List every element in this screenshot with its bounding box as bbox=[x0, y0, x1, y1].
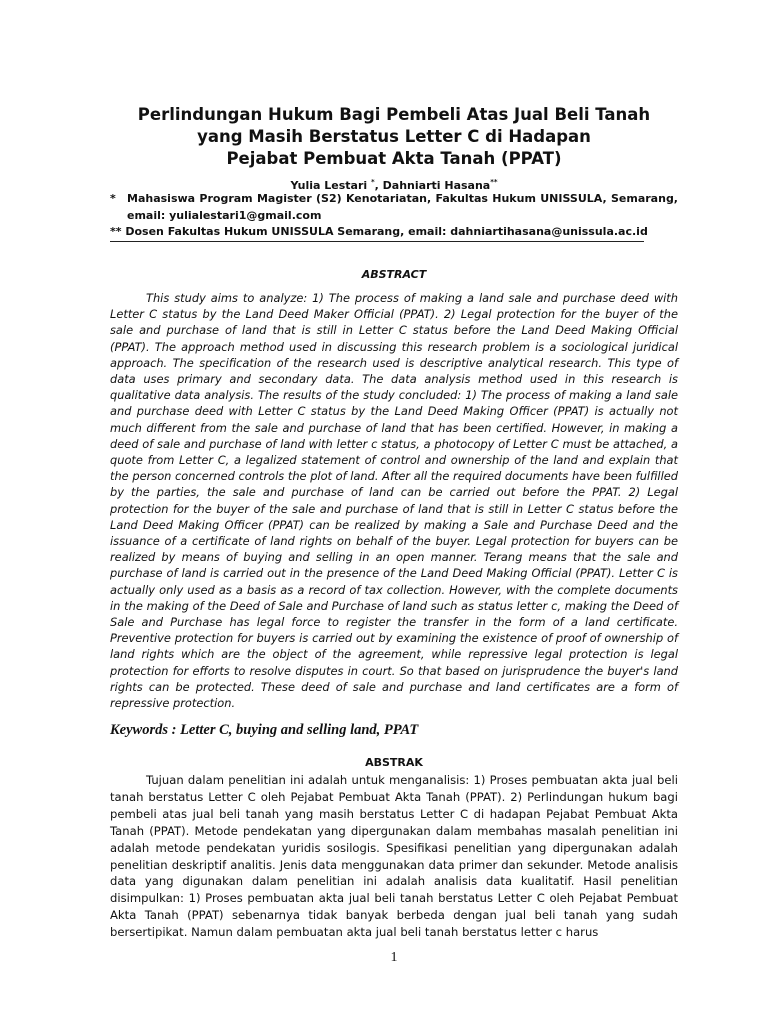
title-line-3: Pejabat Pembuat Akta Tanah (PPAT) bbox=[226, 149, 562, 168]
affiliation-1-mark: * bbox=[110, 192, 116, 205]
affiliation-1 bbox=[110, 190, 678, 224]
author-2: Dahniarti Hasana bbox=[382, 179, 491, 192]
header-divider bbox=[110, 241, 644, 242]
author-1: Yulia Lestari bbox=[290, 179, 368, 192]
title-line-1: Perlindungan Hukum Bagi Pembeli Atas Jual Beli Tanah bbox=[137, 105, 651, 124]
author-2-mark: ** bbox=[490, 178, 498, 186]
keywords: Keywords : Letter C, buying and selling land, PPAT bbox=[110, 722, 419, 738]
abstrak-heading: ABSTRAK bbox=[365, 756, 423, 769]
abstrak-paragraph bbox=[110, 772, 678, 941]
affiliation-2: ** Dosen Fakultas Hukum UNISSULA Semarang, email: dahniartihasana@unissula.ac.id bbox=[110, 225, 648, 238]
author-1-mark: * bbox=[370, 178, 375, 186]
author-separator: , bbox=[374, 179, 383, 192]
paper-title bbox=[110, 104, 678, 170]
affiliation-1-text: Mahasiswa Program Magister (S2) Kenotariatan, Fakultas Hukum UNISSULA, Semarang, email: yulialestari1@gmail.com bbox=[127, 192, 678, 222]
abstract-heading: ABSTRACT bbox=[361, 268, 427, 281]
title-line-2: yang Masih Berstatus Letter C di Hadapan bbox=[197, 127, 591, 146]
abstract-paragraph bbox=[110, 290, 678, 711]
abstract-body: This study aims to analyze: 1) The process of making a land sale and purchase deed with Letter C status by the Land Deed Maker Official (PPAT). 2) Legal protection for the buyer of the sale and purchase of land that is still in Letter C status before the Land Deed Making Official (PPAT). The approach method used in discussing this research problem is a sociological juridical approach. The specification of the research used is descriptive analytical research. This type of data uses primary and secondary data. The data analysis method used in this research is qualitative data analysis. The results of the study concluded: 1) The process of making a land sale and purchase deed with Letter C status by the Land Deed Making Officer (PPAT) is actually not much different from the sale and purchase of land that has been certified. However, in making a deed of sale and purchase of land with letter c status, a photocopy of Letter C must be attached, a quote from Letter C, a legalized statement of control and ownership of the land and explain that the person concerned controls the plot of land. After all the required documents have been fulfilled by the parties, the sale and purchase of land can be carried out before the PPAT. 2) Legal protection for the buyer of the sale and purchase of land that is still in Letter C status before the Land Deed Making Officer (PPAT) can be realized by making a Sale and Purchase Deed and the issuance of a certificate of land rights on behalf of the buyer. Legal protection for buyers can be realized by means of buying and selling in an open manner. Terang means that the sale and purchase of land is carried out in the presence of the Land Deed Making Official (PPAT). Letter C is actually only used as a basis as a record of tax collection. However, with the complete documents in the making of the Deed of Sale and Purchase of land such as status letter c, making the Deed of Sale and Purchase has legal force to register the transfer in the form of a land certificate. Preventive protection for buyers is carried out by examining the existence of proof of ownership of land rights which are the object of the agreement, while repressive legal protection is legal protection for efforts to resolve disputes in court. So that based on jurisprudence the buyer's land rights can be protected. These deed of sale and purchase and land certificates are a form of repressive protection. bbox=[110, 291, 678, 711]
abstrak-body: Tujuan dalam penelitian ini adalah untuk menganalisis: 1) Proses pembuatan akta jual beli tanah berstatus Letter C oleh Pejabat Pembuat Akta Tanah (PPAT). 2) Perlindungan hukum bagi pembeli atas jual beli tanah yang masih berstatus Letter C di hadapan Pejabat Pembuat Akta Tanah (PPAT). Metode pendekatan yang dipergunakan dalam membahas masalah penelitian ini adalah metode pendekatan yuridis sosilogis. Spesifikasi penelitian yang dipergunakan adalah penelitian deskriptif analitis. Jenis data menggunakan data primer dan sekunder. Metode analisis data yang digunakan dalam penelitian ini adalah analisis data kualitatif. Hasil penelitian disimpulkan: 1) Proses pembuatan akta jual beli tanah berstatus Letter C oleh Pejabat Pembuat Akta Tanah (PPAT) sebenarnya tidak banyak berbeda dengan jual beli tanah yang sudah bersertipikat. Namun dalam pembuatan akta jual beli tanah berstatus letter c harus bbox=[110, 773, 678, 940]
page-number: 1 bbox=[390, 950, 398, 965]
